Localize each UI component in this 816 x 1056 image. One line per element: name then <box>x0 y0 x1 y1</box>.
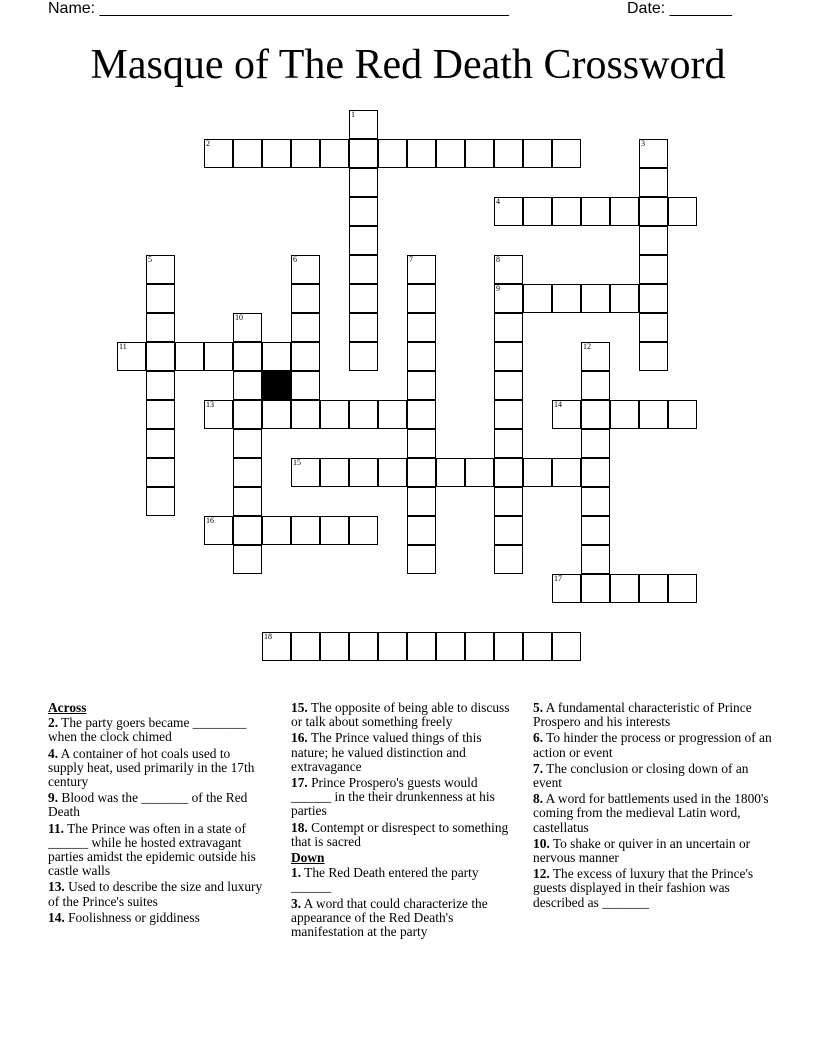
grid-cell[interactable] <box>233 371 262 400</box>
grid-cell[interactable] <box>552 574 581 603</box>
grid-cell[interactable] <box>233 458 262 487</box>
grid-cell[interactable] <box>523 632 552 661</box>
grid-cell[interactable] <box>581 197 610 226</box>
clue-across-18: 18. Contempt or disrespect to something that is sacred <box>291 819 509 849</box>
grid-cell[interactable] <box>465 458 494 487</box>
clue-across-17: 17. Prince Prospero's guests would ______ in the their drunkenness at his parties <box>291 775 495 819</box>
grid-cell[interactable] <box>146 371 175 400</box>
grid-cell[interactable] <box>639 342 668 371</box>
clue-number: 9 <box>496 284 500 293</box>
grid-cell[interactable] <box>233 139 262 168</box>
grid-cell[interactable] <box>262 139 291 168</box>
grid-cell[interactable] <box>233 545 262 574</box>
date-field[interactable]: Date: _______ <box>627 0 732 17</box>
grid-cell[interactable] <box>581 458 610 487</box>
grid-cell[interactable] <box>581 342 610 371</box>
clue-across-2: 2. The party goers became ________ when the clock chimed <box>48 715 247 745</box>
grid-cell[interactable] <box>407 139 436 168</box>
grid-cell[interactable] <box>552 400 581 429</box>
grid-cell[interactable] <box>610 400 639 429</box>
grid-cell[interactable] <box>610 574 639 603</box>
grid-cell[interactable] <box>581 574 610 603</box>
grid-cell[interactable] <box>494 545 523 574</box>
grid-cell[interactable] <box>349 342 378 371</box>
grid-cell[interactable] <box>581 400 610 429</box>
grid-cell[interactable] <box>204 342 233 371</box>
page-title: Masque of The Red Death Crossword <box>90 42 726 88</box>
grid-cell[interactable] <box>407 516 436 545</box>
clue-down-10: 10. To shake or quiver in an uncertain or nervous manner <box>533 835 751 866</box>
grid-cell[interactable] <box>581 429 610 458</box>
grid-cell[interactable] <box>262 342 291 371</box>
clue-number: 7 <box>409 255 413 264</box>
grid-cell[interactable] <box>494 342 523 371</box>
grid-cell[interactable] <box>349 400 378 429</box>
grid-cell[interactable] <box>610 284 639 313</box>
grid-cell[interactable] <box>494 429 523 458</box>
clues-column-2 <box>291 701 521 941</box>
clue-down-12: 12. The excess of luxury that the Prince's guests displayed in their fashion was described as _______ <box>533 866 754 910</box>
grid-cell[interactable] <box>291 632 320 661</box>
grid-cell[interactable] <box>320 400 349 429</box>
clue-number: 8 <box>496 255 500 264</box>
clue-number: 4 <box>496 197 500 206</box>
grid-cell[interactable] <box>639 313 668 342</box>
grid-cell[interactable] <box>291 458 320 487</box>
clue-across-4: 4. A container of hot coals used to supply heat, used primarily in the 17th century <box>48 745 255 790</box>
grid-cell[interactable] <box>349 632 378 661</box>
grid-cell[interactable] <box>349 313 378 342</box>
grid-cell[interactable] <box>349 458 378 487</box>
grid-cell[interactable] <box>175 342 204 371</box>
grid-cell[interactable] <box>523 139 552 168</box>
clue-number: 2 <box>206 139 210 148</box>
grid-cell[interactable] <box>407 429 436 458</box>
grid-cell[interactable] <box>233 429 262 458</box>
clue-down-6: 6. To hinder the process or progression of an action or event <box>533 730 772 760</box>
grid-cell[interactable] <box>552 458 581 487</box>
grid-cell[interactable] <box>262 400 291 429</box>
clue-down-5: 5. A fundamental characteristic of Prince Prospero and his interests <box>533 700 752 730</box>
grid-cell[interactable] <box>436 139 465 168</box>
across-heading: Across <box>48 700 87 715</box>
grid-cell[interactable] <box>233 516 262 545</box>
grid-cell[interactable] <box>668 574 697 603</box>
grid-cell[interactable] <box>349 168 378 197</box>
grid-cell[interactable] <box>146 342 175 371</box>
clue-number: 17 <box>554 574 562 583</box>
grid-cell[interactable] <box>436 458 465 487</box>
grid-cell[interactable] <box>494 371 523 400</box>
grid-cell[interactable] <box>581 545 610 574</box>
grid-cell[interactable] <box>320 632 349 661</box>
grid-cell[interactable] <box>146 429 175 458</box>
grid-cell[interactable] <box>378 458 407 487</box>
grid-cell[interactable] <box>407 313 436 342</box>
clues-column-1 <box>48 701 268 927</box>
clue-number: 14 <box>554 400 562 409</box>
grid-cell[interactable] <box>494 139 523 168</box>
grid-cell[interactable] <box>639 168 668 197</box>
clue-across-16: 16. The Prince valued things of this nature; he valued distinction and extravagance <box>291 730 482 774</box>
grid-cell[interactable] <box>407 371 436 400</box>
down-heading: Down <box>291 850 325 866</box>
grid-cell[interactable] <box>291 255 320 284</box>
grid-cell[interactable] <box>291 284 320 313</box>
grid-cell[interactable] <box>117 342 146 371</box>
grid-cell[interactable] <box>349 139 378 168</box>
clue-number: 10 <box>235 313 243 322</box>
grid-cell[interactable] <box>494 487 523 516</box>
grid-cell[interactable] <box>407 342 436 371</box>
grid-cell[interactable] <box>523 197 552 226</box>
grid-cell[interactable] <box>639 255 668 284</box>
clue-across-14: 14. Foolishness or giddiness <box>48 909 200 925</box>
grid-cell[interactable] <box>204 516 233 545</box>
grid-cell[interactable] <box>349 284 378 313</box>
clue-across-13: 13. Used to describe the size and luxury of the Prince's suites <box>48 879 263 909</box>
grid-cell[interactable] <box>291 400 320 429</box>
grid-cell[interactable] <box>349 110 378 139</box>
clue-down-7: 7. The conclusion or closing down of an event <box>533 760 749 791</box>
grid-cell[interactable] <box>146 284 175 313</box>
grid-cell[interactable] <box>320 458 349 487</box>
clue-across-11: 11. The Prince was often in a state of ______ while he hosted extravagant parties amidst the epidemic outside his castle walls <box>48 820 256 879</box>
grid-cell[interactable] <box>378 632 407 661</box>
clue-number: 12 <box>583 342 591 351</box>
grid-cell[interactable] <box>407 458 436 487</box>
clue-number: 5 <box>148 255 152 264</box>
grid-cell[interactable] <box>436 632 465 661</box>
clue-number: 11 <box>119 342 127 351</box>
clue-number: 15 <box>293 458 301 467</box>
grid-cell[interactable] <box>523 458 552 487</box>
clue-number: 18 <box>264 632 272 641</box>
grid-cell[interactable] <box>146 458 175 487</box>
grid-cell[interactable] <box>291 313 320 342</box>
grid-cell[interactable] <box>494 400 523 429</box>
clue-number: 3 <box>641 139 645 148</box>
grid-cell[interactable] <box>581 371 610 400</box>
grid-cell[interactable] <box>349 226 378 255</box>
grid-cell[interactable] <box>262 516 291 545</box>
grid-cell[interactable] <box>552 139 581 168</box>
grid-cell[interactable] <box>494 313 523 342</box>
grid-cell[interactable] <box>204 400 233 429</box>
grid-cell[interactable] <box>378 400 407 429</box>
grid-cell[interactable] <box>668 197 697 226</box>
grid-cell[interactable] <box>552 284 581 313</box>
grid-cell[interactable] <box>639 284 668 313</box>
grid-cell[interactable] <box>233 342 262 371</box>
grid-cell[interactable] <box>494 516 523 545</box>
grid-cell[interactable] <box>233 313 262 342</box>
grid-cell[interactable] <box>233 487 262 516</box>
grid-cell[interactable] <box>523 284 552 313</box>
name-field[interactable]: Name: ______________________________________________ <box>48 0 509 17</box>
grid-cell[interactable] <box>291 139 320 168</box>
grid-cell[interactable] <box>146 313 175 342</box>
grid-cell[interactable] <box>204 139 233 168</box>
grid-cell[interactable] <box>291 516 320 545</box>
grid-cell[interactable] <box>349 516 378 545</box>
grid-cell[interactable] <box>639 139 668 168</box>
clue-number: 6 <box>293 255 297 264</box>
clue-across-15: 15. The opposite of being able to discuss or talk about something freely <box>291 700 510 730</box>
grid-cell[interactable] <box>407 632 436 661</box>
grid-cell[interactable] <box>146 400 175 429</box>
clue-across-9: 9. Blood was the _______ of the Red Death <box>48 790 248 820</box>
grid-cell[interactable] <box>639 400 668 429</box>
grid-cell[interactable] <box>465 139 494 168</box>
grid-cell[interactable] <box>552 197 581 226</box>
clues-column-3 <box>533 701 773 912</box>
grid-cell[interactable] <box>349 197 378 226</box>
clue-number: 1 <box>351 110 355 119</box>
grid-cell[interactable] <box>407 255 436 284</box>
clue-down-8: 8. A word for battlements used in the 1800's coming from the medieval Latin word, castellatus <box>533 791 769 835</box>
grid-cell[interactable] <box>668 400 697 429</box>
grid-cell[interactable] <box>262 632 291 661</box>
grid-cell[interactable] <box>639 197 668 226</box>
grid-cell[interactable] <box>639 226 668 255</box>
grid-cell[interactable] <box>581 284 610 313</box>
clue-down-3: 3. A word that could characterize the appearance of the Red Death's manifestation at the party <box>291 895 488 940</box>
grid-cell[interactable] <box>291 371 320 400</box>
grid-cell[interactable] <box>581 516 610 545</box>
grid-cell[interactable] <box>146 255 175 284</box>
grid-cell[interactable] <box>320 139 349 168</box>
grid-cell[interactable] <box>494 458 523 487</box>
grid-cell[interactable] <box>494 284 523 313</box>
grid-cell[interactable] <box>407 487 436 516</box>
clue-number: 16 <box>206 516 214 525</box>
grid-cell[interactable] <box>494 255 523 284</box>
clue-down-1: 1. The Red Death entered the party ______ <box>291 865 479 895</box>
blocked-cell <box>262 371 291 400</box>
grid-cell[interactable] <box>552 632 581 661</box>
grid-cell[interactable] <box>291 342 320 371</box>
grid-cell[interactable] <box>378 139 407 168</box>
grid-cell[interactable] <box>465 632 494 661</box>
grid-cell[interactable] <box>610 197 639 226</box>
grid-cell[interactable] <box>407 545 436 574</box>
grid-cell[interactable] <box>233 400 262 429</box>
grid-cell[interactable] <box>320 516 349 545</box>
clue-number: 13 <box>206 400 214 409</box>
grid-cell[interactable] <box>349 255 378 284</box>
grid-cell[interactable] <box>494 632 523 661</box>
grid-cell[interactable] <box>407 284 436 313</box>
grid-cell[interactable] <box>494 197 523 226</box>
grid-cell[interactable] <box>407 400 436 429</box>
grid-cell[interactable] <box>581 487 610 516</box>
grid-cell[interactable] <box>639 574 668 603</box>
grid-cell[interactable] <box>146 487 175 516</box>
